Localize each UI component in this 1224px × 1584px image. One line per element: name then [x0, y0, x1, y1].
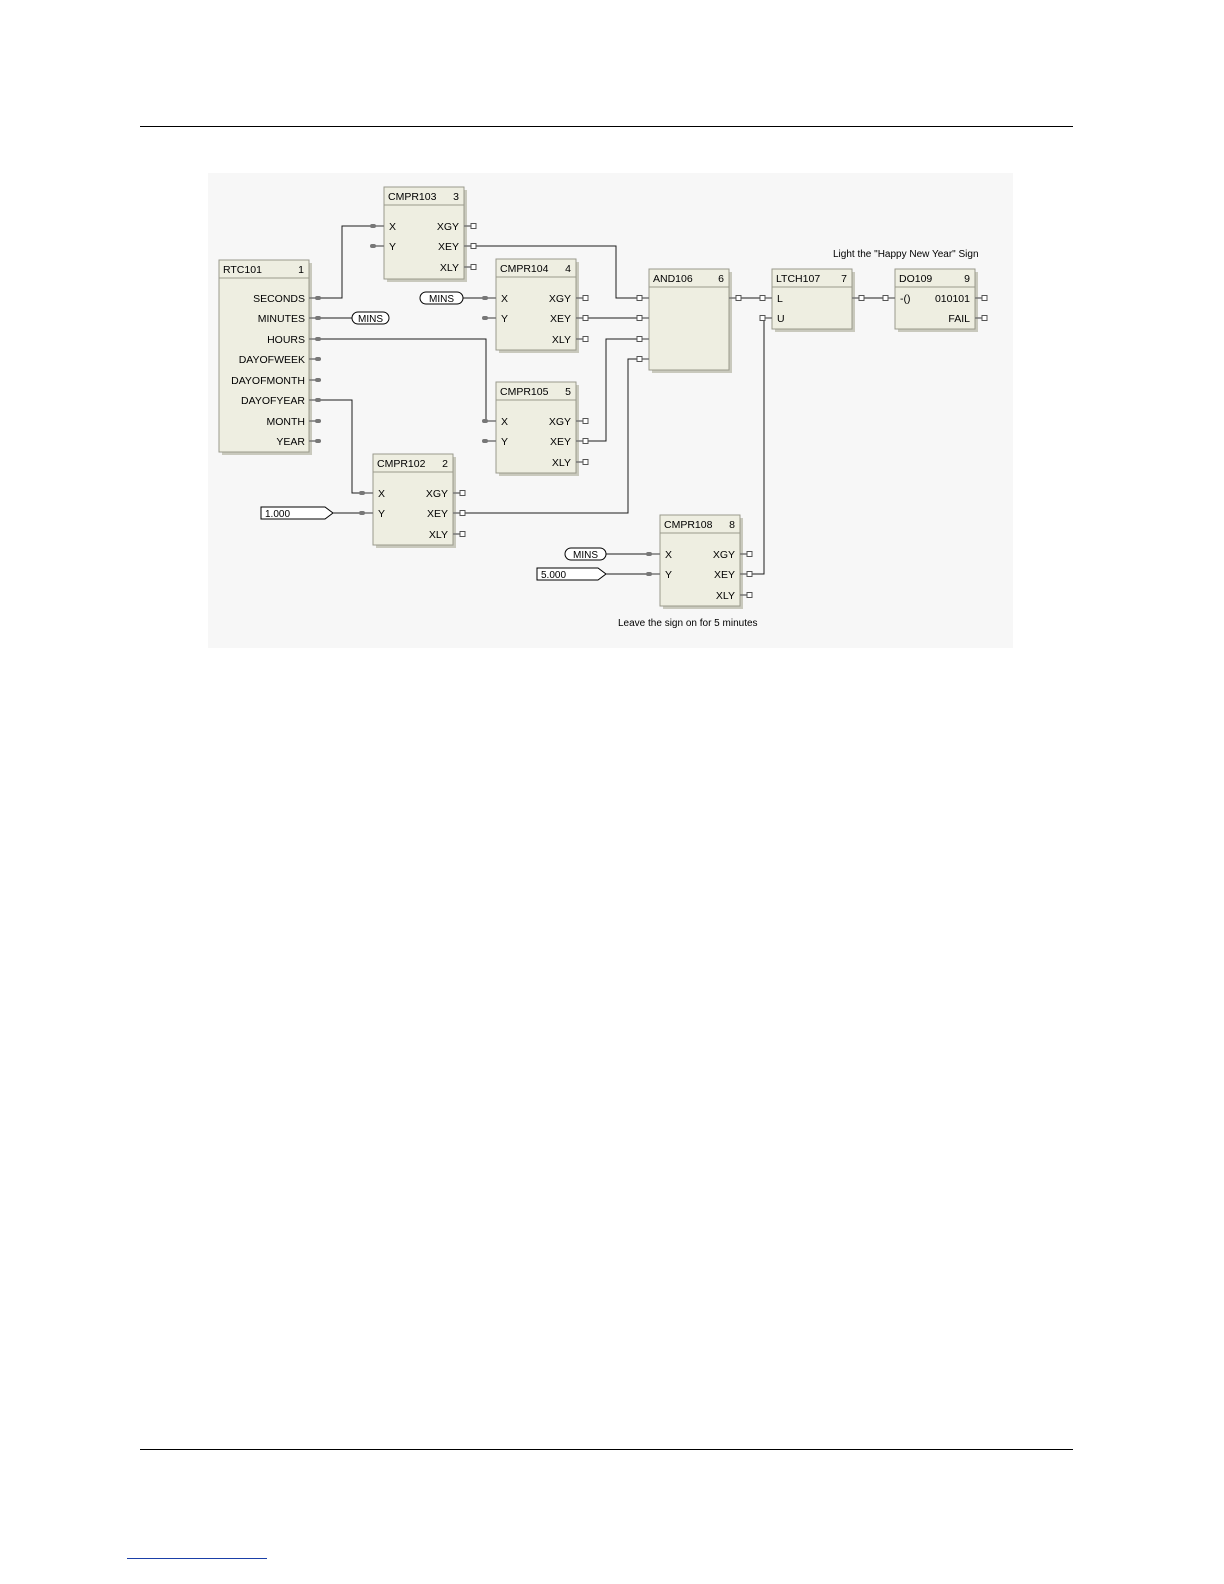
input-pin-connector [637, 357, 642, 362]
output-pin-connector [460, 491, 465, 496]
block-number: 7 [841, 273, 847, 285]
input-pin-label: X [501, 416, 509, 428]
block-number: 8 [729, 519, 735, 531]
output-pin-label: XEY [549, 313, 571, 325]
input-pin-connector [482, 419, 488, 423]
block-cmpr105[interactable] [482, 382, 588, 476]
output-pin-label: HOURS [267, 334, 305, 346]
block-number: 6 [718, 273, 724, 285]
block-title: DO109 [899, 273, 933, 285]
input-pin-connector [482, 316, 488, 320]
signal-wire [321, 226, 371, 298]
input-pin-connector [646, 552, 652, 556]
output-pin-label: XGY [712, 549, 735, 561]
block-rtc101[interactable] [219, 260, 321, 455]
output-pin-connector [583, 460, 588, 465]
output-pin-connector [471, 265, 476, 270]
tag-mins-in-cmpr104[interactable] [420, 292, 463, 305]
input-pin-label: X [389, 221, 397, 233]
output-pin-connector [747, 593, 752, 598]
output-pin-connector [315, 419, 321, 423]
signal-wire [588, 339, 637, 441]
block-title: CMPR108 [664, 519, 713, 531]
annotation-leave-on: Leave the sign on for 5 minutes [618, 618, 758, 629]
input-pin-connector [482, 439, 488, 443]
constant-value: 1.000 [265, 509, 291, 520]
input-pin-connector [359, 491, 365, 495]
input-pin-connector [637, 296, 642, 301]
output-pin-label: 010101 [934, 293, 970, 305]
block-cmpr102[interactable] [359, 454, 465, 548]
block-title: CMPR103 [388, 191, 437, 203]
output-pin-connector [982, 316, 987, 321]
tag-text: MINS [429, 294, 454, 305]
output-pin-label: YEAR [276, 436, 305, 448]
input-pin-connector [370, 244, 376, 248]
output-pin-connector [583, 419, 588, 424]
tag-text: MINS [358, 314, 383, 325]
output-pin-label: XEY [437, 241, 459, 253]
signal-wire [321, 400, 360, 493]
input-pin-label: X [378, 488, 386, 500]
input-pin-label: X [665, 549, 673, 561]
output-pin-connector [315, 439, 321, 443]
output-pin-connector [315, 337, 321, 341]
block-number: 1 [298, 264, 304, 276]
constant-value: 5.000 [541, 570, 567, 581]
output-pin-label: XGY [436, 221, 459, 233]
output-pin-connector [471, 224, 476, 229]
output-pin-connector [471, 244, 476, 249]
input-pin-label: Y [378, 508, 386, 520]
input-pin-label: U [777, 313, 785, 325]
output-pin-connector [315, 398, 321, 402]
input-pin-label: Y [501, 436, 509, 448]
output-pin-connector [736, 296, 741, 301]
input-pin-connector [482, 296, 488, 300]
block-number: 4 [565, 263, 571, 275]
block-number: 5 [565, 386, 571, 398]
output-pin-label: XGY [548, 416, 571, 428]
constant-const-cmpr102[interactable] [261, 507, 339, 520]
output-pin-label: MONTH [266, 416, 305, 428]
output-pin-connector [460, 532, 465, 537]
block-cmpr104[interactable] [482, 259, 588, 353]
input-pin-connector [637, 316, 642, 321]
output-pin-label: DAYOFYEAR [241, 395, 305, 407]
output-pin-connector [747, 572, 752, 577]
output-pin-label: XGY [548, 293, 571, 305]
labels [261, 249, 979, 629]
input-pin-label: X [501, 293, 509, 305]
output-pin-connector [315, 378, 321, 382]
block-cmpr108[interactable] [646, 515, 752, 609]
input-pin-connector [760, 296, 765, 301]
output-pin-label: SECONDS [253, 293, 305, 305]
output-pin-connector [747, 552, 752, 557]
tag-mins-out[interactable] [352, 312, 389, 325]
block-title: LTCH107 [776, 273, 821, 285]
output-pin-label: XLY [428, 529, 448, 541]
output-pin-label: FAIL [948, 313, 970, 325]
block-title: CMPR102 [377, 458, 426, 470]
output-pin-label: DAYOFMONTH [231, 375, 305, 387]
constant-const-cmpr108[interactable] [537, 568, 612, 581]
block-number: 2 [442, 458, 448, 470]
block-title: AND106 [653, 273, 693, 285]
output-pin-label: DAYOFWEEK [238, 354, 305, 366]
output-pin-label: XEY [549, 436, 571, 448]
input-pin-connector [646, 572, 652, 576]
output-pin-connector [460, 511, 465, 516]
block-number: 9 [964, 273, 970, 285]
output-pin-label: XGY [425, 488, 448, 500]
output-pin-connector [583, 439, 588, 444]
input-pin-label: Y [501, 313, 509, 325]
output-pin-connector [859, 296, 864, 301]
block-and106[interactable] [637, 269, 741, 373]
output-pin-label: XLY [551, 457, 571, 469]
block-ltch107[interactable] [760, 269, 864, 332]
output-pin-label: XLY [715, 590, 735, 602]
output-pin-connector [315, 316, 321, 320]
output-pin-connector [583, 296, 588, 301]
output-pin-label: XLY [439, 262, 459, 274]
output-pin-label: XLY [551, 334, 571, 346]
input-pin-connector [883, 296, 888, 301]
input-pin-label: -() [900, 293, 911, 305]
output-pin-connector [982, 296, 987, 301]
block-number: 3 [453, 191, 459, 203]
output-pin-label: MINUTES [257, 313, 305, 325]
block-title: CMPR105 [500, 386, 549, 398]
output-pin-label: XEY [713, 569, 735, 581]
block-title: RTC101 [223, 264, 262, 276]
signal-wire [321, 339, 486, 421]
output-pin-connector [315, 296, 321, 300]
block-cmpr103[interactable] [370, 187, 476, 282]
block-do109[interactable] [883, 269, 987, 332]
tag-text: MINS [573, 550, 598, 561]
output-pin-connector [315, 357, 321, 361]
input-pin-connector [760, 316, 765, 321]
signal-wire [752, 318, 764, 574]
input-pin-connector [637, 337, 642, 342]
output-pin-label: XEY [426, 508, 448, 520]
input-pin-label: L [777, 293, 783, 305]
output-pin-connector [583, 316, 588, 321]
annotation-light-sign: Light the "Happy New Year" Sign [833, 249, 979, 260]
tag-mins-in-cmpr108[interactable] [565, 548, 606, 561]
input-pin-label: Y [665, 569, 673, 581]
input-pin-label: Y [389, 241, 397, 253]
block-title: CMPR104 [500, 263, 549, 275]
output-pin-connector [583, 337, 588, 342]
input-pin-connector [359, 511, 365, 515]
input-pin-connector [370, 224, 376, 228]
